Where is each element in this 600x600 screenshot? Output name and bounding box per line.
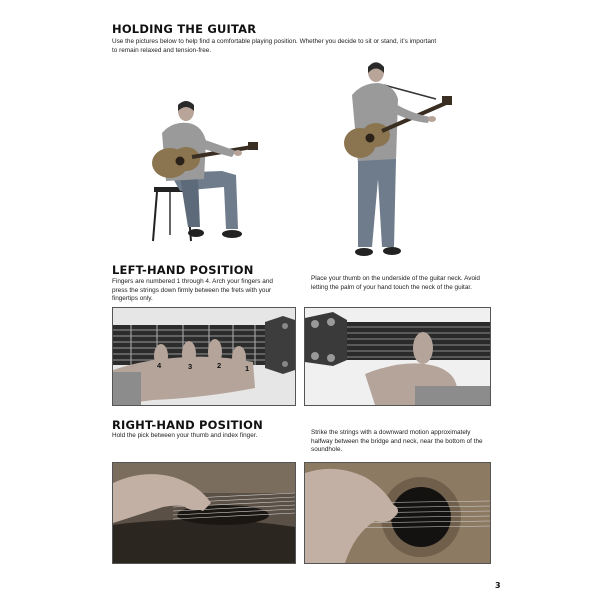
left-hand-text-right-line: Place your thumb on the underside of the guitar neck. Avoid	[311, 275, 480, 282]
right-hand-text-right-line: soundhole.	[311, 446, 343, 454]
left-hand-text-right-line: letting the palm of your hand touch the neck of the guitar.	[311, 283, 472, 291]
right-hand-text-right-line: halfway between the bridge and neck, near the bottom of the	[311, 437, 483, 445]
left-hand-text-left-line: press the strings down firmly between the frets with your	[112, 286, 272, 294]
left-hand-text-left-line: fingertips only.	[112, 295, 153, 303]
page-number: 3	[495, 581, 501, 590]
left-hand-text-right	[311, 275, 501, 292]
left-hand-text-left-line: Fingers are numbered 1 through 4. Arch your fingers and	[112, 278, 273, 285]
left-hand-text-left	[112, 278, 297, 304]
heading-right-hand-position: RIGHT-HAND POSITION	[112, 418, 263, 432]
right-hand-text-left	[112, 432, 297, 441]
holding-intro-line1: Use the pictures below to help find a comfortable playing position. Whether you decide to sit or stand, it’s important	[112, 38, 437, 45]
finger-number: 1	[245, 364, 250, 373]
right-hand-text-left-line: Hold the pick between your thumb and index finger.	[112, 432, 258, 439]
finger-number: 4	[157, 361, 162, 370]
photo-seated-player	[140, 95, 270, 247]
finger-number: 2	[217, 361, 222, 370]
holding-intro-line2: to remain relaxed and tension-free.	[112, 46, 212, 54]
right-hand-text-right	[311, 429, 501, 455]
holding-intro	[112, 38, 492, 55]
photo-fretting-fingers	[112, 307, 296, 406]
photo-holding-pick	[112, 462, 296, 564]
right-hand-text-right-line: Strike the strings with a downward motion approximately	[311, 429, 471, 436]
photo-thumb-under-neck	[304, 307, 491, 406]
heading-holding-guitar: HOLDING THE GUITAR	[112, 22, 257, 36]
heading-left-hand-position: LEFT-HAND POSITION	[112, 263, 254, 277]
photo-strumming-soundhole	[304, 462, 491, 564]
finger-number: 3	[188, 362, 193, 371]
photo-standing-player	[336, 55, 461, 263]
